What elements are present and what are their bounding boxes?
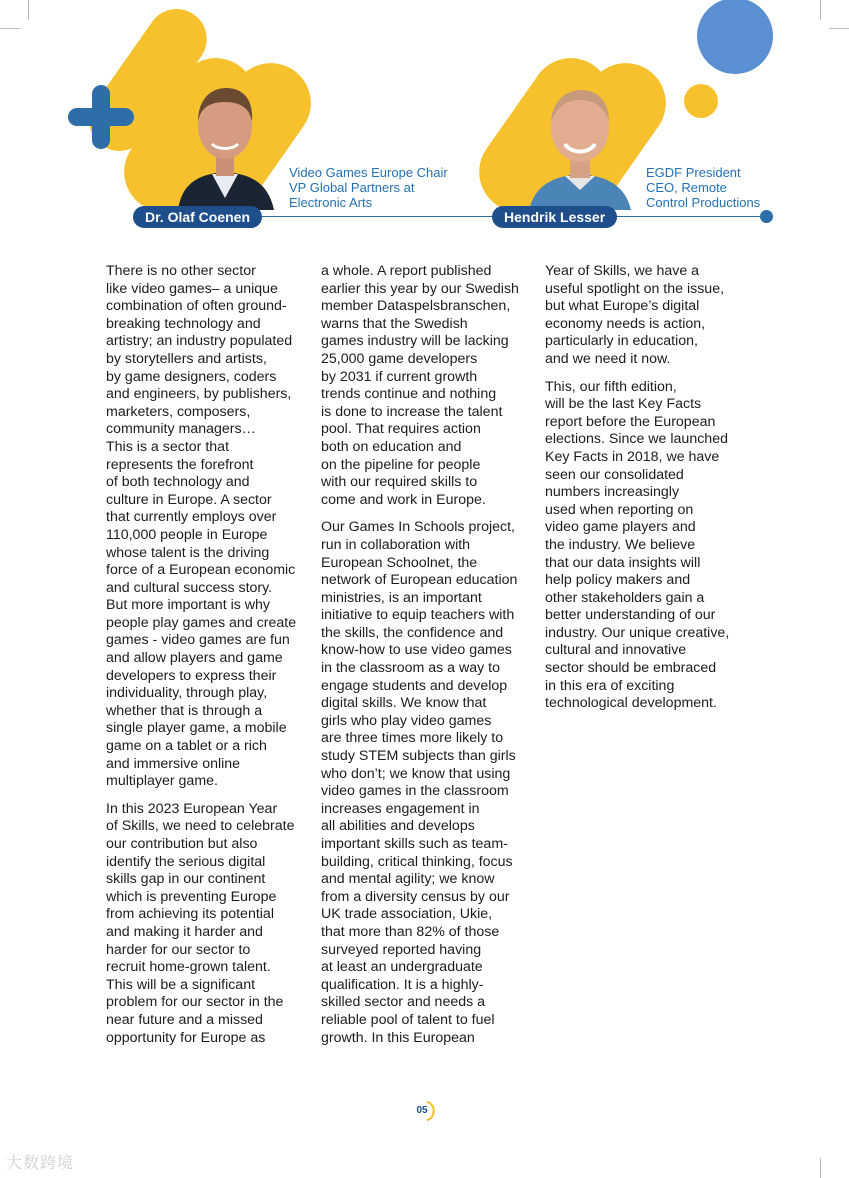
plus-icon (66, 83, 136, 151)
title-line: Control Productions (646, 195, 761, 210)
text-column-2 (321, 263, 521, 1057)
text-column-1 (106, 263, 306, 1057)
name-badge-hendrik-lesser: Hendrik Lesser (492, 206, 617, 228)
title-line: Electronic Arts (289, 195, 373, 210)
title-hendrik-lesser (646, 165, 760, 210)
crop-mark (820, 0, 821, 20)
portrait-hendrik-lesser (525, 84, 635, 210)
title-line: CEO, Remote (646, 180, 727, 195)
title-line: Video Games Europe Chair (289, 165, 448, 180)
page-number: 05 (416, 1105, 428, 1116)
paragraph: Year of Skills, we have a useful spotlight on the issue, but what Europe’s digital economy needs is action, particularly in education, and we need it now. (545, 263, 725, 367)
title-olaf-coenen (289, 165, 448, 210)
rule-end-dot (760, 210, 773, 223)
paragraph: In this 2023 European Year of Skills, we need to celebrate our contribution but also identify the serious digital skills gap in our continent which is preventing Europe from achieving its potential and making it harder and harder for our sector to recruit home-grown talent. This will be a significant problem for our sector in the near future and a missed opportunity for Europe as (106, 800, 295, 1046)
blue-circle-decoration (697, 0, 773, 74)
crop-mark (820, 1158, 821, 1178)
watermark: 大数跨境 (6, 1155, 75, 1172)
portrait-olaf-coenen (170, 82, 280, 210)
crop-mark (0, 28, 20, 29)
paragraph: There is no other sector like video games– a unique combination of often ground- breaking technology and artistry; an industry populated by storytellers and artists, by game designers, coders and engineers, by publishers, marketers, composers, community managers… This is a sector that represents the forefront of both technology and culture in Europe. A sector that currently employs over 110,000 people in Europe whose talent is the driving force of a European economic and cultural success story. But more important is why people play games and create games - video games are fun and allow players and game developers to express their individuality, through play, whether that is through a single player game, a mobile game on a tablet or a rich and immersive online multiplayer game. (106, 263, 297, 790)
name-badge-olaf-coenen: Dr. Olaf Coenen (133, 206, 262, 228)
crop-mark (28, 0, 29, 20)
text-column-3 (545, 263, 745, 723)
crop-mark (829, 28, 849, 29)
yellow-circle-decoration (684, 84, 718, 118)
paragraph: a whole. A report published earlier this year by our Swedish member Dataspelsbranschen, warns that the Swedish games industry will be lacking 25,000 game developers by 2031 if current growth trends continue and nothing is done to increase the talent pool. That requires action both on education and on the pipeline for people with our required skills to come and work in Europe. (321, 263, 519, 508)
paragraph: Our Games In Schools project, run in collaboration with European Schoolnet, the network of European education ministries, is an important initiative to equip teachers with the skills, the confidence and know-how to use video games in the classroom as a way to engage students and develop digital skills. We know that girls who play video games are three times more likely to study STEM subjects than girls who don’t; we know that using video games in the classroom increases engagement in all abilities and develops important skills such as team- building, critical thinking, focus and mental agility; we know from a diversity census by our UK trade association, Ukie, that more than 82% of those surveyed reported having at least an undergraduate qualification. It is a highly- skilled sector and needs a reliable pool of talent to fuel growth. In this European (321, 519, 518, 1046)
title-line: VP Global Partners at (289, 180, 415, 195)
paragraph: This, our fifth edition, will be the last Key Facts report before the European elections. Since we launched Key Facts in 2018, we have seen our consolidated numbers increasingly used when reporting on video game players and the industry. We believe that our data insights will help policy makers and other stakeholders gain a better understanding of our industry. Our unique creative, cultural and innovative sector should be embraced in this era of exciting technological development. (545, 378, 730, 712)
title-line: EGDF President (646, 165, 741, 180)
